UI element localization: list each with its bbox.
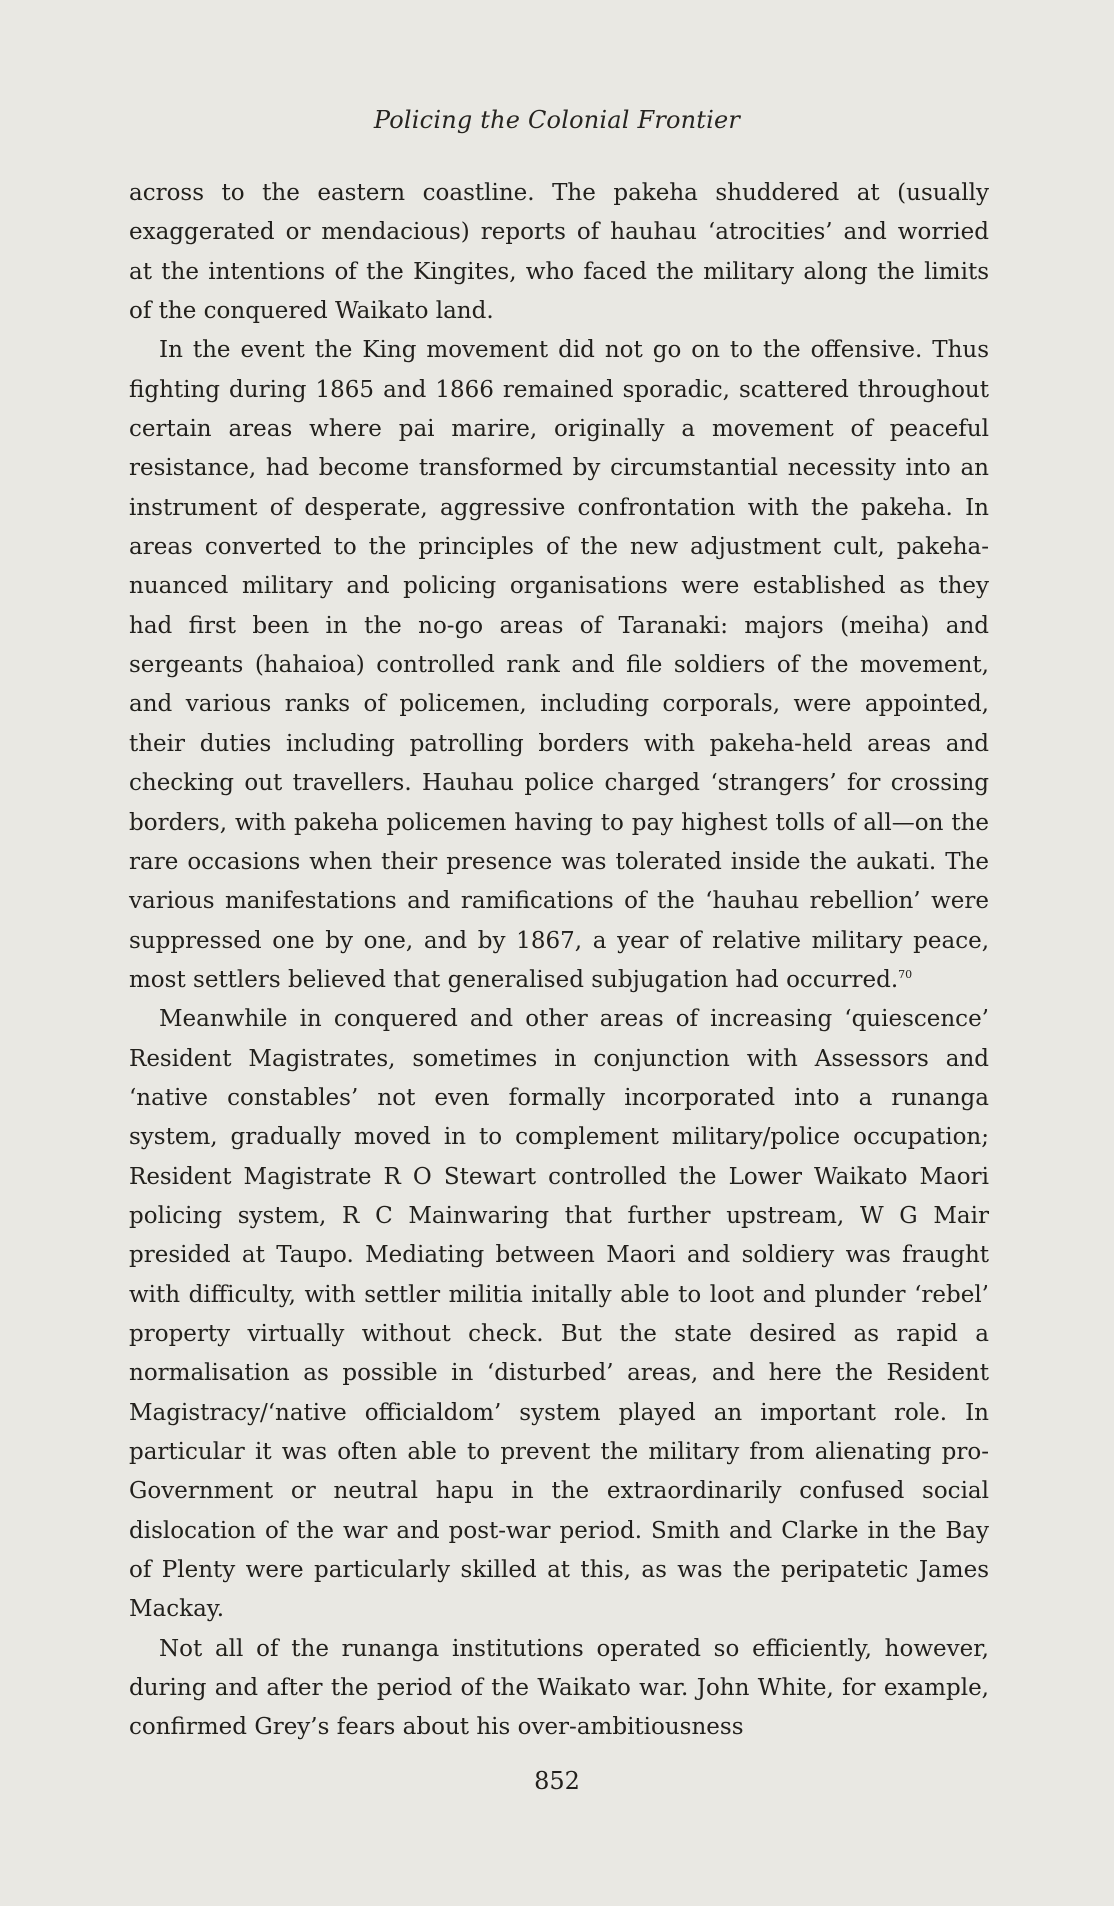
paragraph-text: Meanwhile in conquered and other areas of increasing ‘quiescence’ Resident Magistrates, sometimes in conjunction with Assessors and ‘native constables’ not even formally incorporated into a runanga system, gradually moved in to complement military/police occupation; Resident Magistrate R O Stewart controlled the Lower Waikato Maori policing system, R C Mainwaring that further upstream, W G Mair presided at Taupo. Mediating between Maori and soldiery was fraught with difficulty, with settler militia initally able to loot and plunder ‘rebel’ property virtually without check. But the state desired as rapid a normalisation as possible in ‘disturbed’ areas, and here the Resident Magistracy/‘native officialdom’ system played an important role. In particular it was often able to prevent the military from alienating pro-Government or neutral hapu in the extraordinarily confused social dislocation of the war and post-war period. Smith and Clarke in the Bay of Plenty were particularly skilled at this, as was the peripatetic James Mackay. bbox=[129, 1006, 989, 1623]
paragraph bbox=[129, 331, 989, 1000]
paragraph bbox=[129, 174, 989, 331]
paragraph-text: across to the eastern coastline. The pakeha shuddered at (usually exaggerated or mendacious) reports of hauhau ‘atrocities’ and worried at the intentions of the Kingites, who faced the military along the limits of the conquered Waikato land. bbox=[129, 180, 989, 325]
paragraph-text: Not all of the runanga institutions operated so efficiently, however, during and after the period of the Waikato war. John White, for example, confirmed Grey’s fears about his over-ambitiousness bbox=[129, 1635, 989, 1741]
paragraph bbox=[129, 1630, 989, 1748]
paragraph-text: In the event the King movement did not go on to the offensive. Thus fighting during 1865 and 1866 remained sporadic, scattered throughout certain areas where pai marire, originally a movement of peaceful resistance, had become transformed by circumstantial necessity into an instrument of desperate, aggressive confrontation with the pakeha. In areas converted to the principles of the new adjustment cult, pakeha-nuanced military and policing organisations were established as they had first been in the no-go areas of Taranaki: majors (meiha) and sergeants (hahaioa) controlled rank and file soldiers of the movement, and various ranks of policemen, including corporals, were appointed, their duties including patrolling borders with pakeha-held areas and checking out travellers. Hauhau police charged ‘strangers’ for crossing borders, with pakeha policemen having to pay highest tolls of all—on the rare occasions when their presence was tolerated inside the aukati. The various manifestations and ramifications of the ‘hauhau rebellion’ were suppressed one by one, and by 1867, a year of relative military peace, most settlers believed that generalised subjugation had occurred. bbox=[129, 337, 989, 993]
running-head: Policing the Colonial Frontier bbox=[373, 106, 741, 134]
footnote-marker: 70 bbox=[898, 967, 913, 981]
body-text bbox=[129, 174, 989, 1748]
paragraph bbox=[129, 1000, 989, 1630]
page-number: 852 bbox=[534, 1767, 580, 1795]
